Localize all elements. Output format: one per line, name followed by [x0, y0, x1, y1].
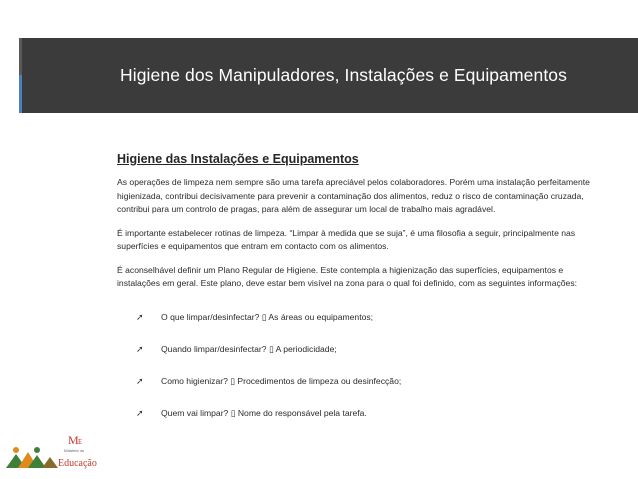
banner-accent-bottom	[19, 75, 22, 113]
list-item-text: O que limpar/desinfectar? ▯ As áreas ou equipamentos;	[161, 311, 374, 322]
list-item	[117, 375, 603, 388]
title-banner	[19, 38, 638, 113]
paragraph-routines: É importante estabelecer rotinas de limpeza. “Limpar à medida que se suja”, é uma filosofia a seguir, principalmente nas superfícies e equipamentos que entram em contacto com os alimentos.	[117, 227, 576, 251]
arrow-bullet-icon: ➚	[136, 375, 144, 386]
ministry-of-education-logo-icon	[4, 430, 104, 475]
arrow-bullet-icon: ➚	[136, 343, 144, 354]
list-item-text: Como higienizar? ▯ Procedimentos de limpeza ou desinfecção;	[161, 375, 402, 386]
list-item	[117, 343, 603, 356]
paragraph-intro: As operações de limpeza nem sempre são uma tarefa apreciável pelos colaboradores. Porém uma instalação perfeitamente higienizada, contribui decisivamente para prevenir a contaminação dos alimentos, reduz o risco de contaminação cruzada, contribui para um controlo de pragas, para além de assegurar um local de trabalho mais agradável.	[117, 177, 590, 214]
svg-text:E: E	[78, 438, 83, 446]
banner-accent-top	[19, 38, 22, 75]
slide-title: Higiene dos Manipuladores, Instalações e Equipamentos	[120, 65, 567, 85]
list-item-text: Quando limpar/desinfectar? ▯ A periodicidade;	[161, 343, 337, 354]
svg-text:M: M	[68, 433, 79, 447]
list-item-text: Quem vai limpar? ▯ Nome do responsável pela tarefa.	[161, 407, 367, 418]
list-item	[117, 407, 603, 420]
logo-text: Educação	[58, 458, 97, 469]
svg-text:Ministério da: Ministério da	[64, 449, 84, 453]
slide-content	[117, 152, 603, 439]
info-list	[117, 311, 603, 420]
list-item	[117, 311, 603, 324]
arrow-bullet-icon: ➚	[136, 311, 144, 322]
section-title: Higiene das Instalações e Equipamentos	[117, 152, 359, 166]
paragraph-plan: É aconselhável definir um Plano Regular de Higiene. Este contempla a higienização das superfícies, equipamentos e instalações em geral. Este plano, deve estar bem visível na zona para o qual foi definido, com as seguintes informações:	[117, 264, 578, 288]
arrow-bullet-icon: ➚	[136, 407, 144, 418]
